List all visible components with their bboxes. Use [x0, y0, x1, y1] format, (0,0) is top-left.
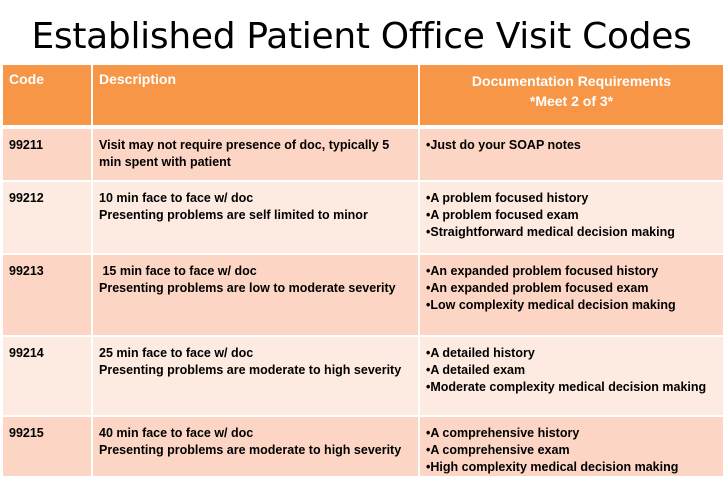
header-requirements-label: Documentation Requirements [471, 73, 672, 89]
table-row [3, 336, 723, 416]
description-line: 40 min face to face w/ doc [99, 426, 254, 440]
table-row [3, 127, 723, 181]
cell-description [92, 181, 419, 254]
description-line: 25 min face to face w/ doc [99, 346, 254, 360]
requirement-item: •A detailed exam [426, 363, 526, 377]
cell-requirements [419, 127, 723, 181]
requirement-item: •A problem focused exam [426, 208, 579, 222]
description-line: Presenting problems are low to moderate severity [99, 281, 396, 295]
requirement-item: •A problem focused history [426, 191, 589, 205]
table-row [3, 254, 723, 336]
description-line: Visit may not require presence of doc, typically 5 [99, 138, 390, 152]
cell-code: 99213 [3, 254, 92, 336]
header-code: Code [3, 65, 92, 127]
cell-description [92, 127, 419, 181]
description-line: 10 min face to face w/ doc [99, 191, 254, 205]
description-line: min spent with patient [99, 155, 231, 169]
table-header-row [3, 65, 723, 127]
requirement-item: •A detailed history [426, 346, 535, 360]
visit-codes-table [3, 65, 723, 478]
requirement-item: •Low complexity medical decision making [426, 298, 676, 312]
table-row [3, 181, 723, 254]
page-title: Established Patient Office Visit Codes [31, 16, 692, 57]
header-requirements [419, 65, 723, 127]
cell-description [92, 336, 419, 416]
requirement-item: •High complexity medical decision making [426, 460, 679, 474]
header-description: Description [92, 65, 419, 127]
table-row [3, 416, 723, 477]
cell-requirements [419, 181, 723, 254]
requirement-item: •A comprehensive history [426, 426, 580, 440]
requirement-item: •Straightforward medical decision making [426, 225, 675, 239]
cell-description [92, 254, 419, 336]
requirement-item: •Moderate complexity medical decision making [426, 380, 707, 394]
requirement-item: •A comprehensive exam [426, 443, 570, 457]
description-line: 15 min face to face w/ doc [99, 264, 257, 278]
cell-requirements [419, 336, 723, 416]
cell-requirements [419, 416, 723, 477]
cell-code: 99212 [3, 181, 92, 254]
header-requirements-note: *Meet 2 of 3* [529, 93, 614, 109]
cell-code: 99215 [3, 416, 92, 477]
requirement-item: •An expanded problem focused exam [426, 281, 649, 295]
requirement-item: •An expanded problem focused history [426, 264, 659, 278]
cell-requirements [419, 254, 723, 336]
description-line: Presenting problems are moderate to high severity [99, 363, 402, 377]
cell-description [92, 416, 419, 477]
cell-code: 99211 [3, 127, 92, 181]
description-line: Presenting problems are moderate to high severity [99, 443, 402, 457]
description-line: Presenting problems are self limited to minor [99, 208, 368, 222]
requirement-item: •Just do your SOAP notes [426, 138, 581, 152]
cell-code: 99214 [3, 336, 92, 416]
